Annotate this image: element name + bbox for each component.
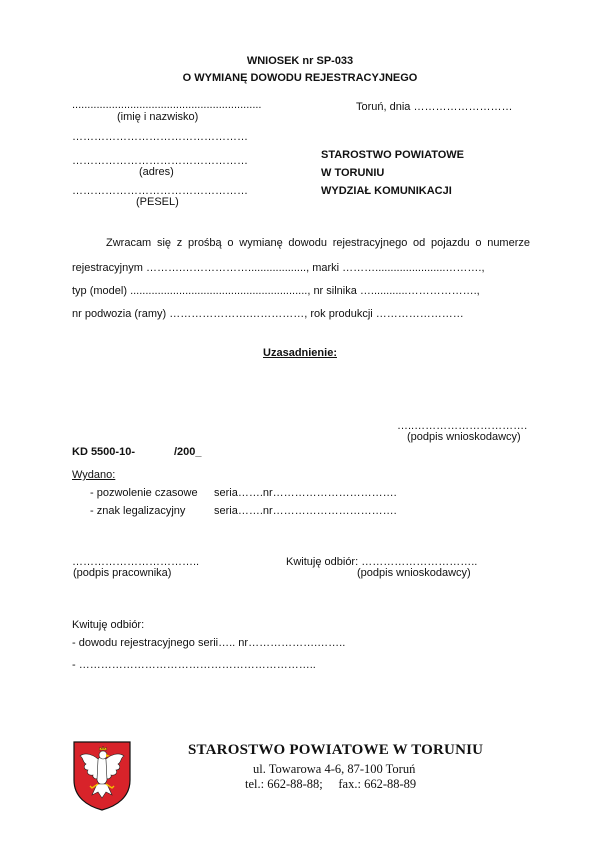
issued-item-label: - znak legalizacyjny	[90, 505, 186, 517]
recipient-line-3: WYDZIAŁ KOMUNIKACJI	[321, 185, 452, 197]
issued-item-label: - pozwolenie czasowe	[90, 487, 198, 499]
body-chassis-line[interactable]: nr podwozia (ramy) ………………….……………, rok produkcji ……………………	[72, 308, 464, 320]
reference-year: /200_	[174, 446, 202, 458]
worker-signature-line[interactable]: ……………………………..	[72, 556, 200, 568]
extra-line[interactable]: …………………………………………	[72, 131, 248, 143]
justification-heading: Uzasadnienie:	[263, 347, 337, 359]
address-label: (adres)	[139, 166, 174, 178]
coat-of-arms-icon	[72, 740, 132, 812]
receipt2-heading: Kwituję odbiór:	[72, 619, 145, 631]
name-line[interactable]: ..............................................................	[72, 99, 262, 111]
applicant-signature-line[interactable]: …..………………………….	[397, 420, 528, 432]
footer-address: ul. Towarowa 4-6, 87-100 Toruń	[253, 762, 416, 776]
form-subtitle: O WYMIANĘ DOWODU REJESTRACYJNEGO	[182, 72, 418, 84]
body-registration-line[interactable]: rejestracyjnym ……….………………..................., marki ……….......................……….,	[72, 262, 485, 274]
footer-contact: tel.: 662-88-88; fax.: 662-88-89	[245, 777, 417, 791]
reference-code: KD 5500-10-	[72, 446, 135, 458]
receipt-signature-label: (podpis wnioskodawcy)	[357, 567, 471, 579]
receipt2-line-2[interactable]: - ………………………………………………………..	[72, 659, 316, 671]
recipient-line-1: STAROSTWO POWIATOWE	[321, 149, 464, 161]
body-paragraph-1: Zwracam się z prośbą o wymianę dowodu rejestracyjnego od pojazdu o numerze	[106, 237, 530, 249]
form-title: WNIOSEK nr SP-033	[246, 55, 354, 67]
recipient-line-2: W TORUNIU	[321, 167, 385, 179]
issued-heading: Wydano:	[72, 469, 116, 481]
pesel-line[interactable]: …………………………………………	[72, 185, 248, 197]
footer-title: STAROSTWO POWIATOWE W TORUNIU	[188, 742, 484, 758]
eagle-body	[97, 757, 107, 785]
receipt-text[interactable]: Kwituję odbiór: …………………………..	[286, 556, 478, 568]
worker-signature-label: (podpis pracownika)	[73, 567, 172, 579]
address-line[interactable]: …………………………………………	[72, 155, 248, 167]
coat-of-arms-icon	[72, 740, 132, 812]
receipt2-line-1[interactable]: - dowodu rejestracyjnego serii….. nr……………….……..	[72, 637, 346, 649]
applicant-signature-label: (podpis wnioskodawcy)	[407, 431, 521, 443]
eagle-head	[99, 751, 107, 759]
name-label: (imię i nazwisko)	[117, 111, 199, 123]
issued-item-value[interactable]: seria…….nr…………………………….	[214, 487, 397, 499]
place-date[interactable]: Toruń, dnia ………………………	[356, 101, 513, 113]
pesel-label: (PESEL)	[136, 196, 179, 208]
body-model-line[interactable]: typ (model) .........................................................., nr silnika …............……………….,	[72, 285, 480, 297]
issued-item-value[interactable]: seria…….nr…………………………….	[214, 505, 397, 517]
